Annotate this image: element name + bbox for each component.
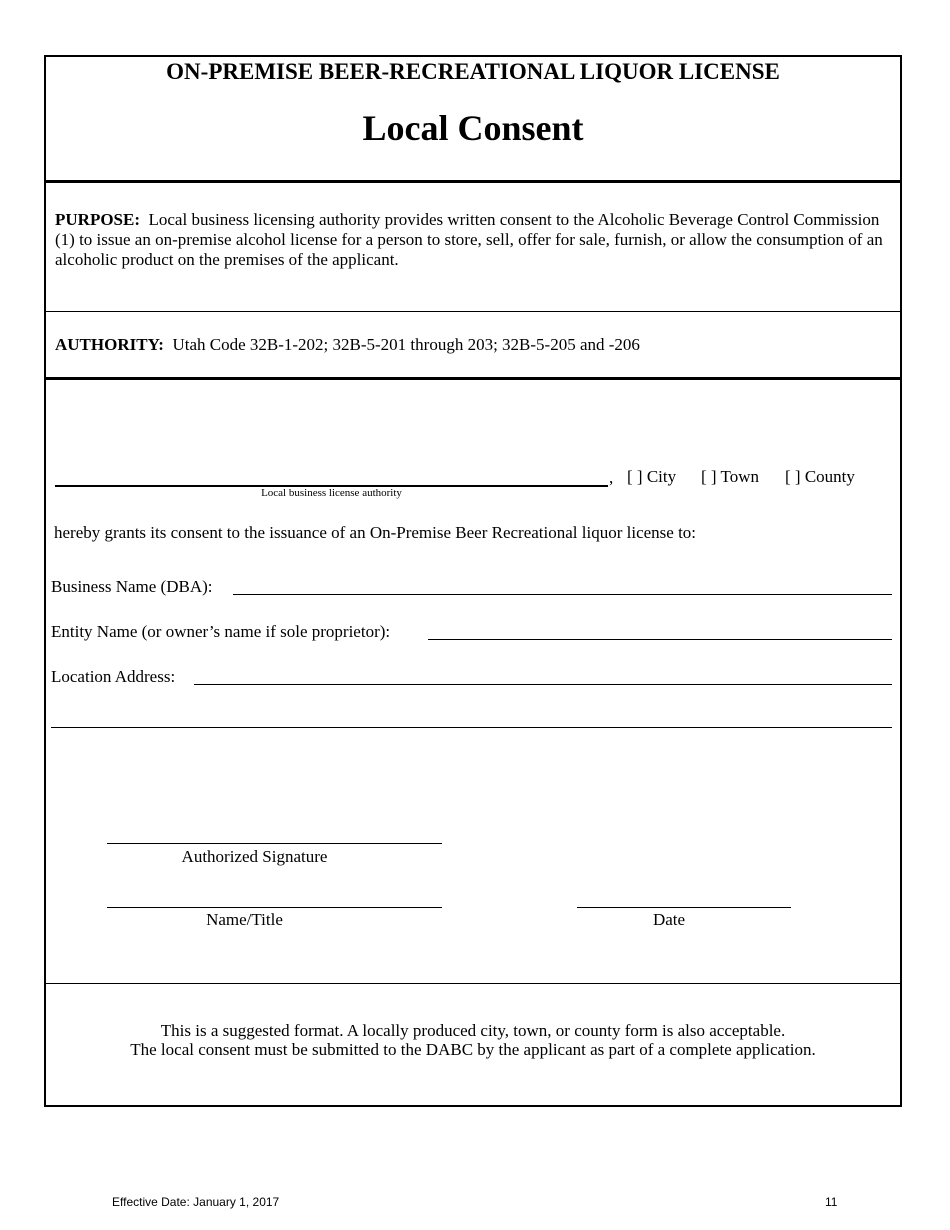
authorized-signature-label: Authorized Signature — [181, 847, 328, 866]
name-title-label: Name/Title — [206, 910, 283, 929]
authorized-signature-field[interactable] — [107, 843, 442, 844]
effective-date: Effective Date: January 1, 2017 — [112, 1195, 280, 1209]
checkbox-town[interactable]: [ ] Town — [701, 467, 759, 486]
date-label: Date — [652, 910, 686, 929]
note-line-1: This is a suggested format. A locally produced city, town, or county form is also acceptable. — [160, 1021, 786, 1040]
location-address-field[interactable] — [194, 684, 892, 685]
divider — [46, 180, 900, 183]
divider — [46, 983, 900, 984]
checkbox-county[interactable]: [ ] County — [785, 467, 855, 486]
checkbox-city[interactable]: [ ] City — [627, 467, 677, 486]
grant-text: hereby grants its consent to the issuance of an On-Premise Beer Recreational liquor license to: — [54, 523, 697, 542]
form-title: Local Consent — [362, 108, 584, 148]
location-address-label: Location Address: — [51, 667, 176, 686]
purpose-text: Local business licensing authority provides written consent to the Alcoholic Beverage Control Commission (1) to issue an on-premise alcohol license for a person to store, sell, offer for sale, furnish, or allow the consumption of an alcoholic product on the premises of the applicant. — [55, 210, 883, 269]
divider — [46, 377, 900, 380]
purpose-section — [55, 210, 895, 270]
purpose-label: PURPOSE: — [55, 210, 140, 229]
date-field[interactable] — [577, 907, 791, 908]
entity-name-field[interactable] — [428, 639, 892, 640]
license-title: ON-PREMISE BEER-RECREATIONAL LIQUOR LICENSE — [166, 59, 780, 84]
page-number: 11 — [825, 1195, 838, 1209]
business-name-field[interactable] — [233, 594, 892, 595]
business-name-label: Business Name (DBA): — [51, 577, 213, 596]
authority-section — [55, 335, 895, 355]
comma: , — [609, 468, 614, 487]
authority-text: Utah Code 32B-1-202; 32B-5-201 through 203; 32B-5-205 and -206 — [172, 335, 640, 354]
authority-label: AUTHORITY: — [55, 335, 164, 354]
divider — [46, 311, 900, 312]
entity-name-label: Entity Name (or owner’s name if sole proprietor): — [51, 622, 391, 641]
location-address-field-2[interactable] — [51, 727, 892, 728]
form-frame — [44, 55, 902, 1107]
authority-caption: Local business license authority — [261, 487, 402, 499]
name-title-field[interactable] — [107, 907, 442, 908]
note-line-2: The local consent must be submitted to the DABC by the applicant as part of a complete application. — [130, 1040, 816, 1059]
